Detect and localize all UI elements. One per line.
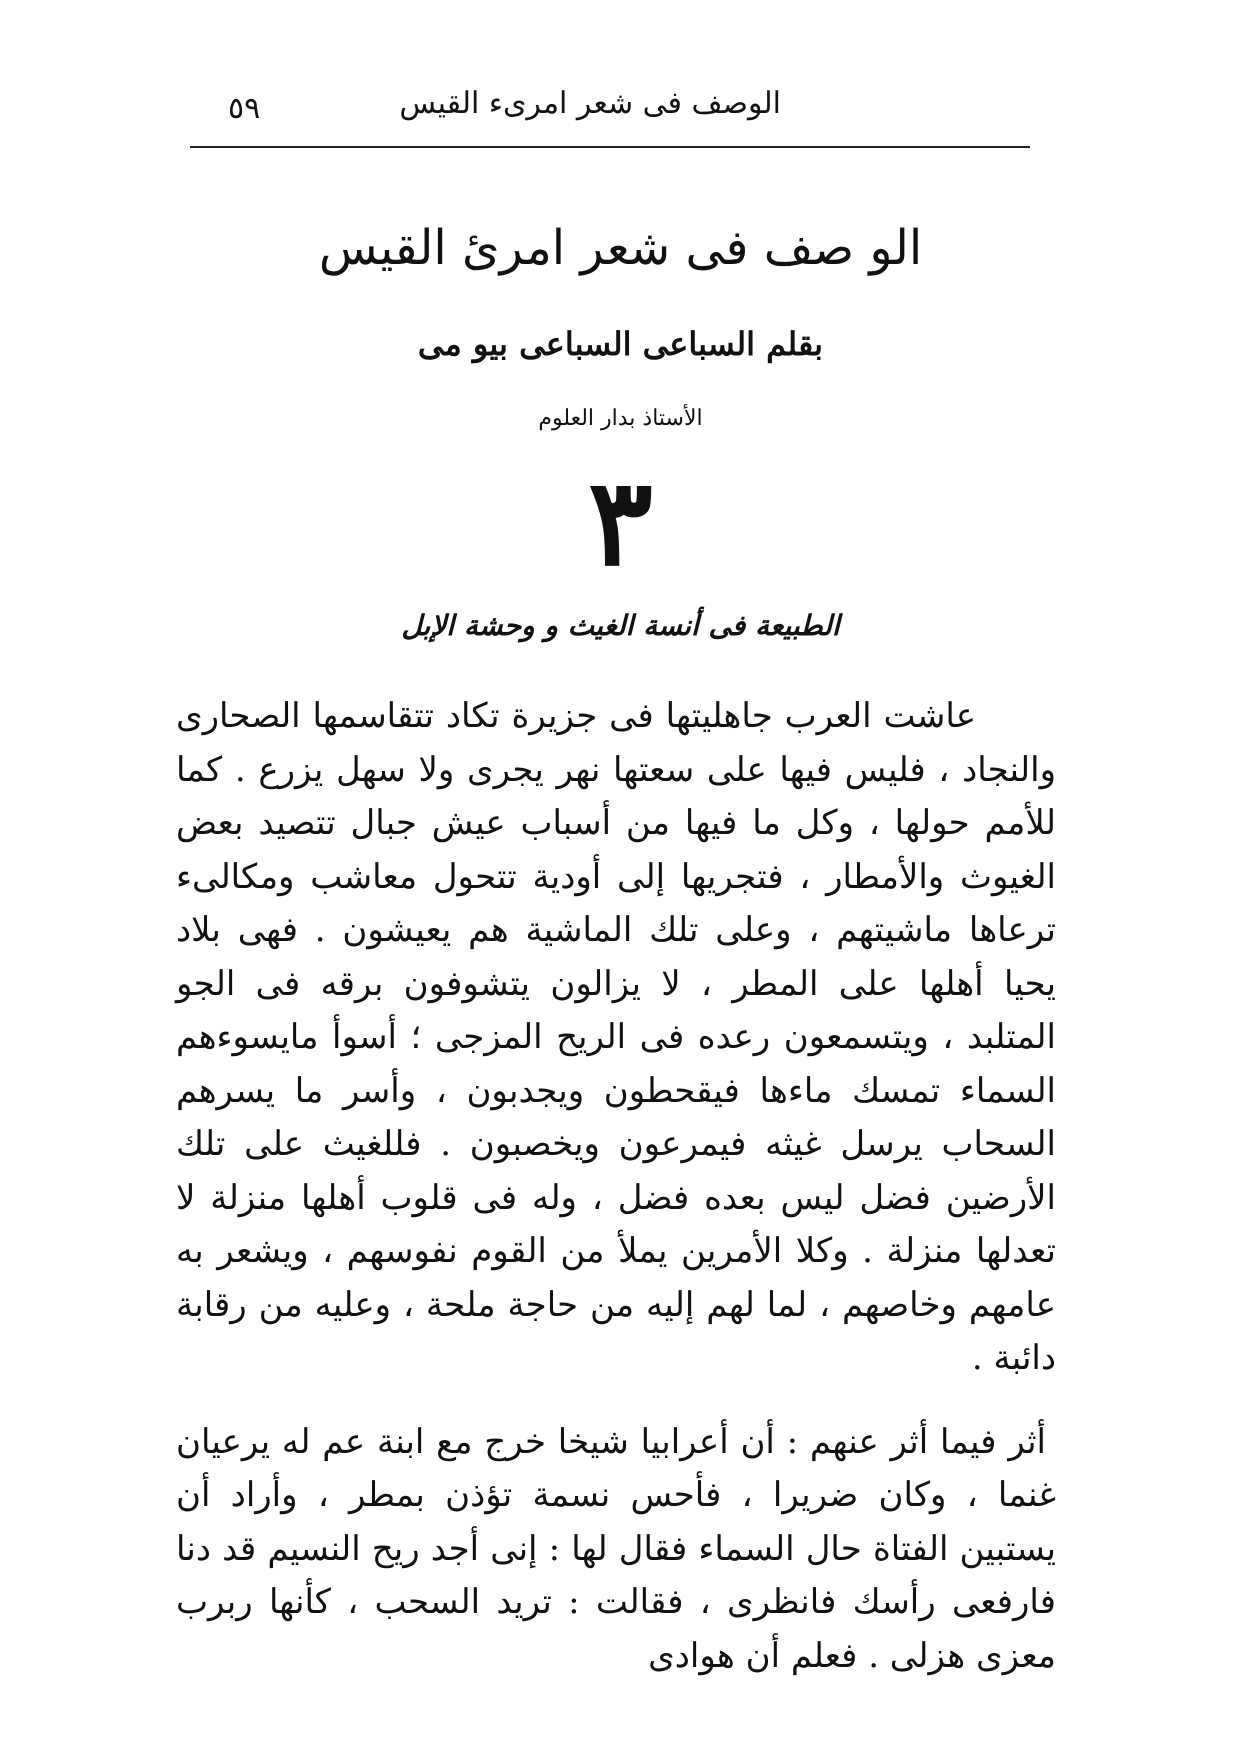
author-byline: بقلم السباعى السباعى بيو مى [417,325,824,363]
section-heading: الطبيعة فى أنسة الغيث و وحشة الإبل [401,609,840,642]
page-number: ٥٩ [228,91,261,126]
running-header-title: الوصف فى شعر امرىء القيس [399,86,781,121]
header-rule [190,146,1030,148]
body-paragraph: عاشت العرب جاهليتها فى جزيرة تكاد تتقاسمها الصحارى والنجاد ، فليس فيها على سعتها نهر يجرى ولا سهل يزرع . كما للأمم حولها ، وكل ما فيها من أسباب عيش جبال تتصيد بعض الغيوث والأمطار ، فتجريها إلى أودية تتحول معاشب ومكالىء ترعاها ماشيتهم ، وعلى تلك الماشية هم يعيشون . فهى بلاد يحيا أهلها على المطر ، لا يزالون يتشوفون برقه فى الجو المتلبد ، ويتسمعون رعده فى الريح المزجى ؛ أسوأ مايسوءهم السماء تمسك ماءها فيقحطون ويجدبون ، وأسر ما يسرهم السحاب يرسل غيثه فيمرعون ويخصبون . فللغيث على تلك الأرضين فضل ليس بعده فضل ، وله فى قلوب أهلها منزلة لا تعدلها منزلة . وكلا الأمرين يملأ من القوم نفوسهم ، ويشعر به عامهم وخاصهم ، لما لهم إليه من حاجة ملحة ، وعليه من رقابة دائبة . [176,696,1056,1378]
part-number: ٣ [588,452,653,593]
article-title: الو صف فى شعر امرئ القيس [318,220,923,276]
author-role: الأستاذ بدار العلوم [538,406,703,431]
body-paragraph: أثر فيما أثر عنهم : أن أعرابيا شيخا خرج مع ابنة عم له يرعيان غنما ، وكان ضريرا ، فأحس نسمة تؤذن بمطر ، وأراد أن يستبين الفتاة حال السماء فقال لها : إنى أجد ريح النسيم قد دنا فارفعى رأسك فانظرى ، فقالت : تريد السحب ، كأنها ربرب معزى هزلى . فعلم أن هوادى [176,1421,1056,1676]
body-text [176,690,1056,1683]
